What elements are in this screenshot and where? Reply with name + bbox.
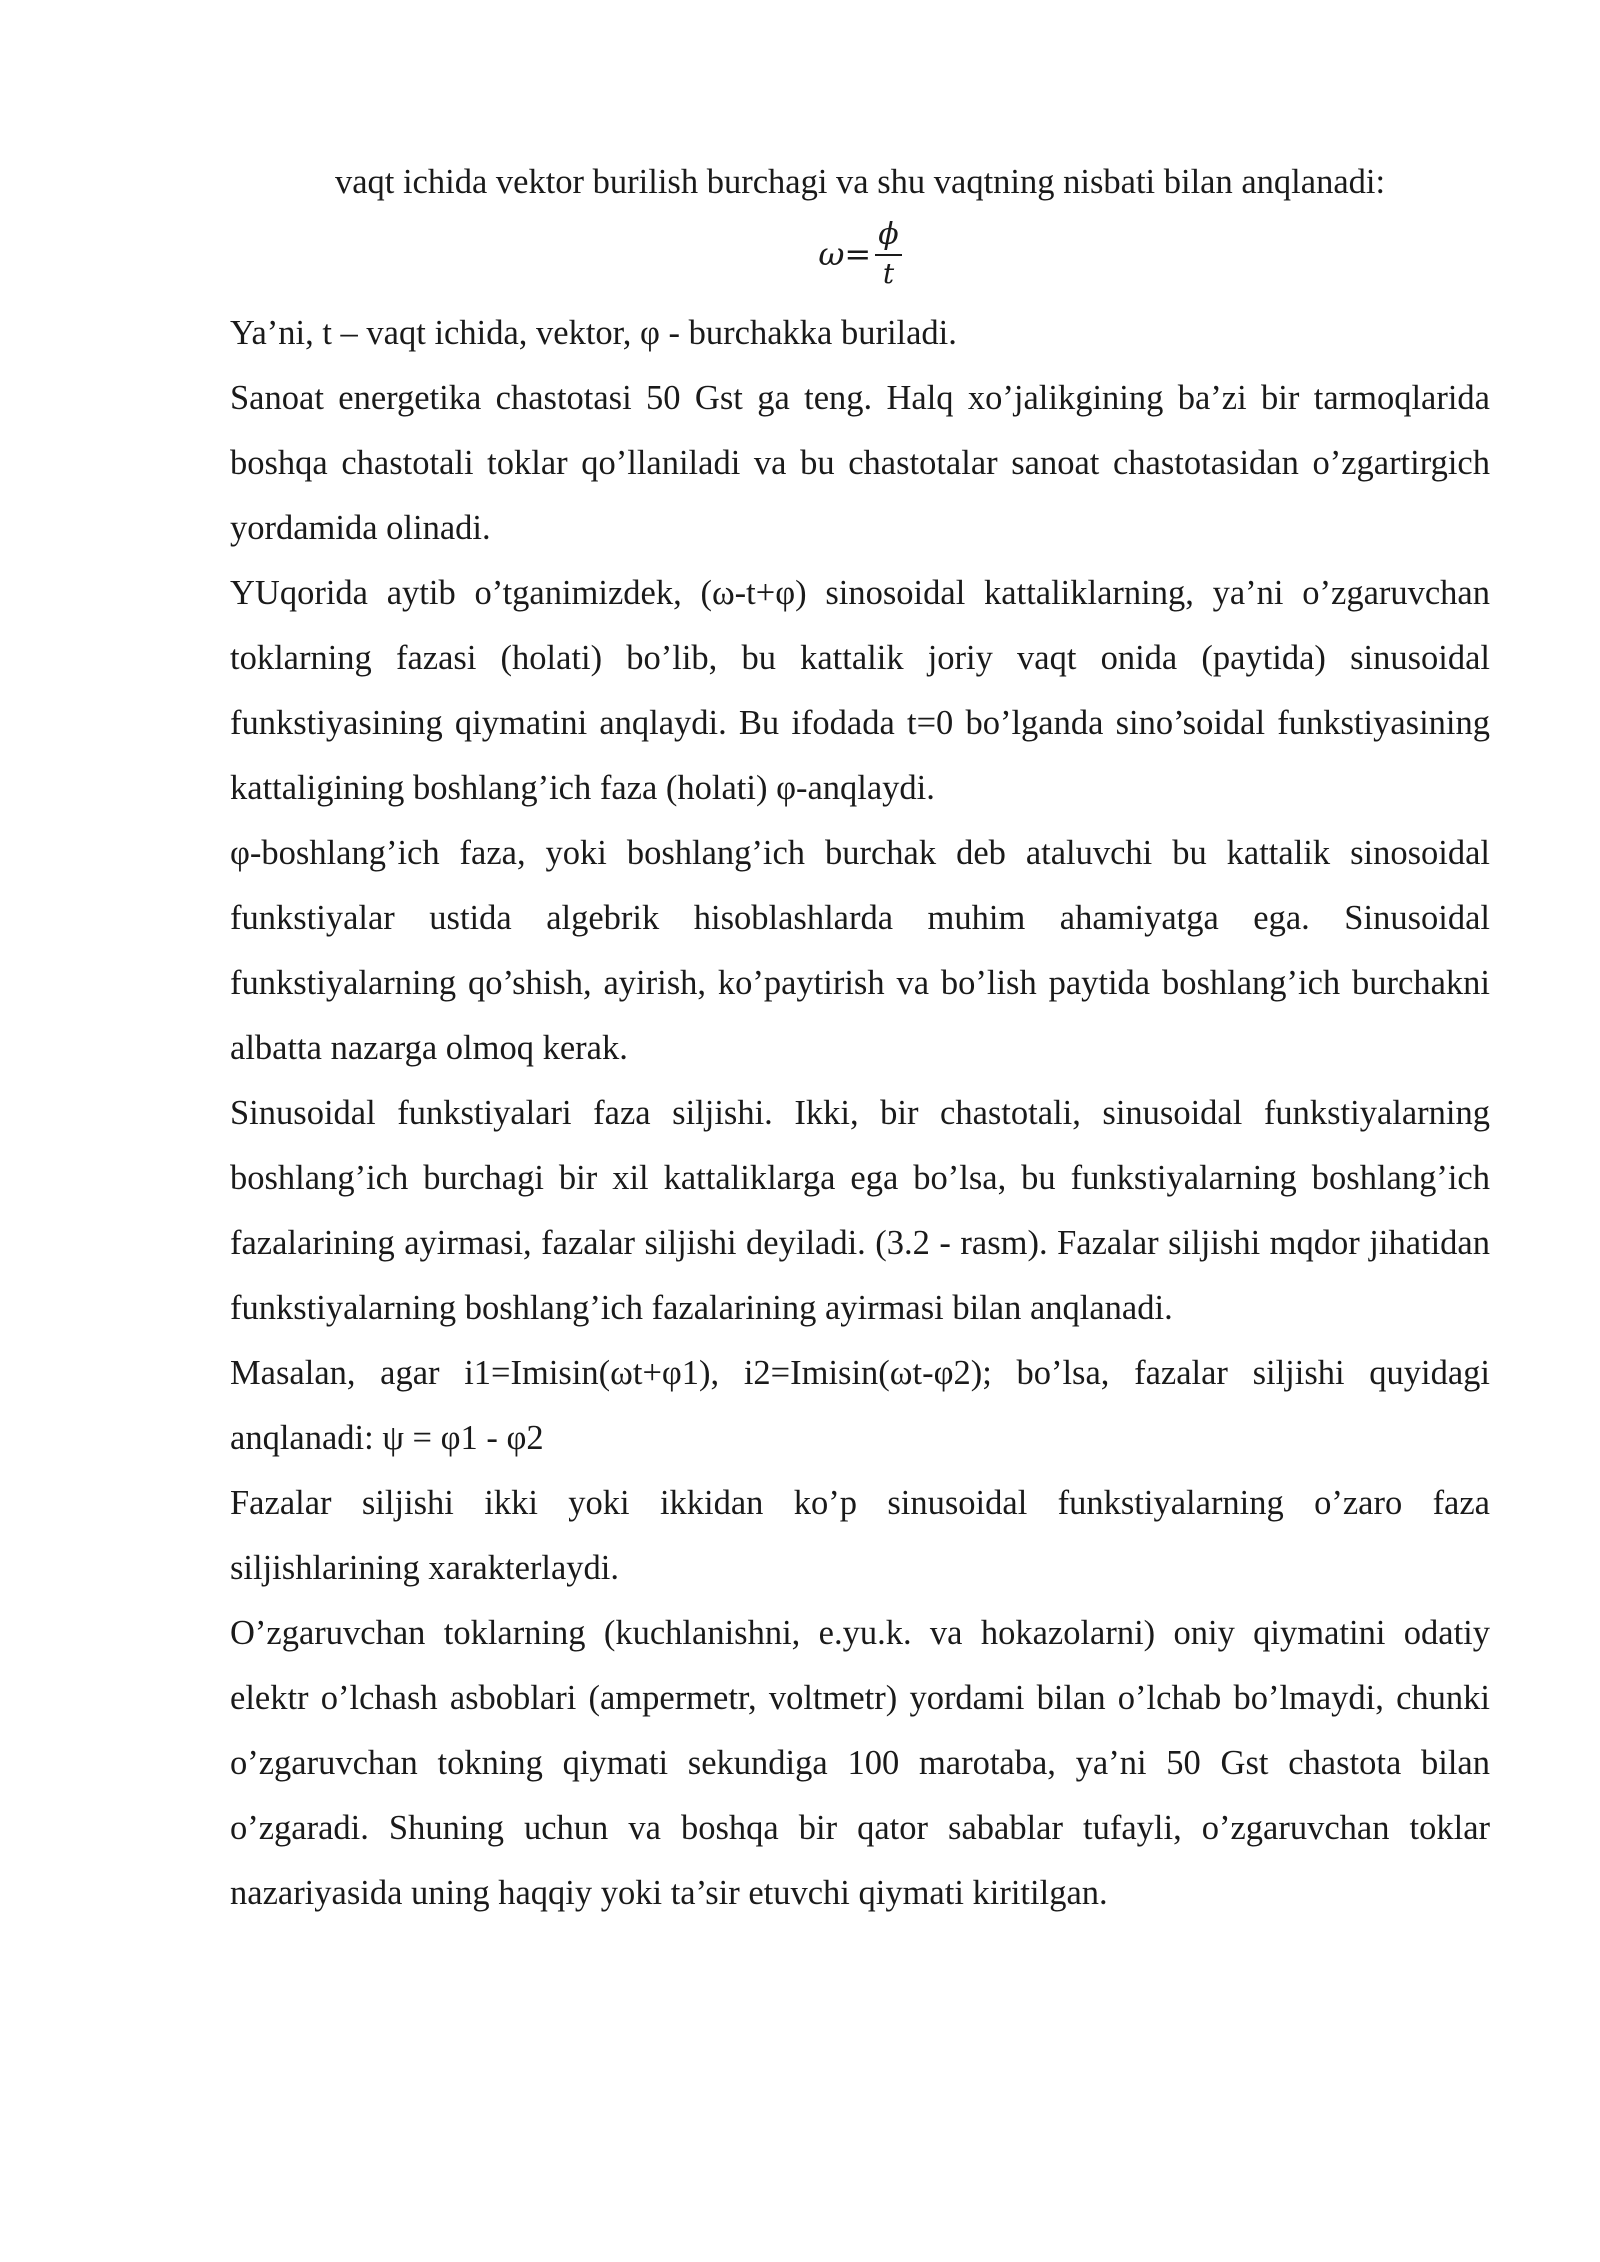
paragraph-7: Fazalar siljishi ikki yoki ikkidan ko’p sinusoidal funkstiyalarning o’zaro faza siljishlarining xarakterlaydi. (230, 1484, 1490, 1587)
formula-fraction (875, 217, 901, 291)
formula-numerator: ϕ (875, 217, 901, 256)
paragraph-3: YUqorida aytib o’tganimizdek, (ω-t+φ) sinosoidal kattaliklarning, ya’ni o’zgaruvchan toklarning fazasi (holati) bo’lib, bu kattalik joriy vaqt onida (paytida) sinusoidal funkstiyasining qiymatini anqlaydi. Bu ifodada t=0 bo’lganda sino’soidal funkstiyasining kattaligining boshlang’ich faza (holati) φ-anqlaydi. (230, 574, 1490, 807)
formula-denominator: t (882, 257, 895, 290)
angular-velocity-formula (230, 217, 1490, 297)
paragraph-8: O’zgaruvchan toklarning (kuchlanishni, e.yu.k. va hokazolarni) oniy qiymatini odatiy elektr o’lchash asboblari (ampermetr, voltmetr) yordami bilan o’lchab bo’lmaydi, chunki o’zgaruvchan tokning qiymati sekundiga 100 marotaba, ya’ni 50 Gst chastota bilan o’zgaradi. Shuning uchun va boshqa bir qator sabablar tufayli, o’zgaruvchan toklar nazariyasida uning haqqiy yoki ta’sir etuvchi qiymati kiritilgan. (230, 1614, 1490, 1912)
document-page (230, 150, 1490, 1926)
paragraph-1: Ya’ni, t – vaqt ichida, vektor, φ - burchakka buriladi. (230, 314, 957, 352)
formula-lhs: ω= (818, 235, 872, 273)
intro-line: vaqt ichida vektor burilish burchagi va shu vaqtning nisbati bilan anqlanadi: (334, 163, 1386, 201)
paragraph-5: Sinusoidal funkstiyalari faza siljishi. Ikki, bir chastotali, sinusoidal funkstiyalarning boshlang’ich burchagi bir xil kattaliklarga ega bo’lsa, bu funkstiyalarning boshlang’ich fazalarining ayirmasi, fazalar siljishi deyiladi. (3.2 - rasm). Fazalar siljishi mqdor jihatidan funkstiyalarning boshlang’ich fazalarining ayirmasi bilan anqlanadi. (230, 1094, 1490, 1327)
paragraph-2: Sanoat energetika chastotasi 50 Gst ga teng. Halq xo’jalikgining ba’zi bir tarmoqlarida boshqa chastotali toklar qo’llaniladi va bu chastotalar sanoat chastotasidan o’zgartirgich yordamida olinadi. (230, 379, 1490, 547)
paragraph-4: φ-boshlang’ich faza, yoki boshlang’ich burchak deb ataluvchi bu kattalik sinosoidal funkstiyalar ustida algebrik hisoblashlarda muhim ahamiyatga ega. Sinusoidal funkstiyalarning qo’shish, ayirish, ko’paytirish va bo’lish paytida boshlang’ich burchakni albatta nazarga olmoq kerak. (230, 834, 1490, 1067)
paragraph-6: Masalan, agar i1=Imisin(ωt+φ1), i2=Imisin(ωt-φ2); bo’lsa, fazalar siljishi quyidagi anqlanadi: ψ = φ1 - φ2 (230, 1354, 1490, 1457)
